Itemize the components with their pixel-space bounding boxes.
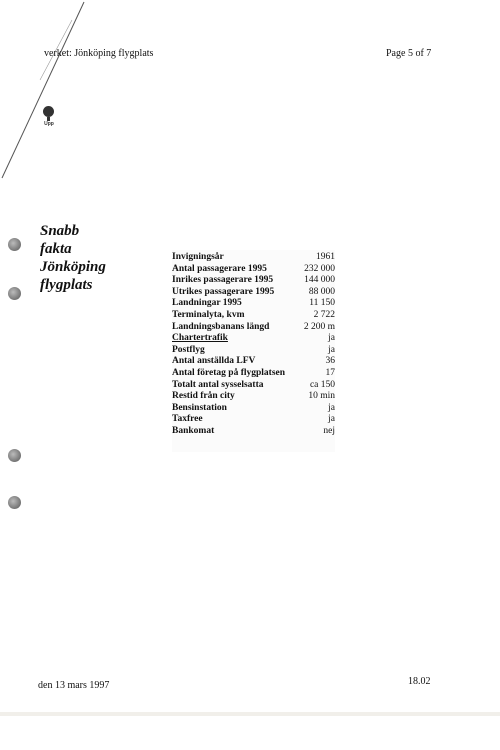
table-row	[172, 298, 335, 310]
title-line: flygplats	[40, 277, 93, 293]
table-row	[172, 310, 335, 322]
table-row	[172, 356, 335, 368]
fact-value: 17	[325, 367, 335, 378]
title-line: Jönköping	[40, 259, 106, 275]
table-row	[172, 414, 335, 426]
fact-value: ja	[328, 344, 335, 355]
title-line: fakta	[40, 241, 72, 257]
fact-label: Terminalyta, kvm	[172, 309, 245, 320]
table-row	[172, 333, 335, 345]
fact-value: 2 200 m	[303, 321, 335, 332]
title-line: Snabb	[40, 223, 80, 239]
fact-label: Invigningsår	[172, 252, 224, 262]
fact-label: Landningar 1995	[172, 298, 242, 309]
binder-hole	[8, 287, 21, 300]
footer-date: den 13 mars 1997	[38, 680, 110, 691]
binder-hole	[8, 238, 21, 251]
fact-value: 10 min	[308, 391, 335, 402]
table-row	[172, 345, 335, 357]
fact-label: Taxfree	[172, 414, 203, 425]
fact-label: Bankomat	[172, 425, 215, 436]
snabb-fakta-title	[40, 222, 106, 294]
fact-value: ja	[328, 414, 335, 425]
fact-label: Bensinstation	[172, 402, 227, 413]
table-row	[172, 391, 335, 403]
fact-label: Postflyg	[172, 344, 205, 355]
fact-value: ja	[328, 402, 335, 413]
table-row	[172, 275, 335, 287]
table-row	[172, 380, 335, 392]
fact-label-link[interactable]: Chartertrafik	[172, 333, 228, 344]
bottom-scan-strip	[0, 712, 500, 716]
footer-time: 18.02	[408, 676, 431, 687]
table-row	[172, 403, 335, 415]
fact-label: Totalt antal sysselsatta	[172, 379, 264, 390]
table-row	[172, 322, 335, 334]
page-number: Page 5 of 7	[386, 48, 432, 59]
facts-table	[172, 252, 335, 438]
fact-label: Restid från city	[172, 391, 235, 402]
fact-label: Antal passagerare 1995	[172, 263, 267, 274]
fact-label: Landningsbanans längd	[172, 321, 270, 332]
binder-hole	[8, 496, 21, 509]
fact-value: 144 000	[304, 275, 335, 286]
fact-value: 36	[325, 356, 335, 367]
table-row	[172, 252, 335, 264]
table-row	[172, 287, 335, 299]
fact-value: 2 722	[313, 309, 335, 320]
fact-label: Antal anställda LFV	[172, 356, 256, 367]
binder-hole	[8, 449, 21, 462]
table-row	[172, 426, 335, 438]
upp-logo-label: Upp	[44, 121, 54, 127]
fact-value: ja	[328, 333, 335, 344]
fact-value: 232 000	[304, 263, 335, 274]
table-row	[172, 264, 335, 276]
fact-label: Antal företag på flygplatsen	[172, 367, 286, 378]
fact-value: 88 000	[308, 286, 335, 297]
fact-value: ca 150	[309, 379, 335, 390]
upp-logo-icon	[42, 106, 56, 127]
fact-value: 1961	[316, 252, 335, 262]
fact-value: nej	[323, 425, 335, 436]
table-row	[172, 368, 335, 380]
fact-label: Inrikes passagerare 1995	[172, 275, 274, 286]
fact-value: 11 150	[309, 298, 335, 309]
scan-fold-line	[0, 0, 90, 190]
fact-label: Utrikes passagerare 1995	[172, 286, 275, 297]
header-title: verket: Jönköping flygplats	[44, 48, 154, 59]
